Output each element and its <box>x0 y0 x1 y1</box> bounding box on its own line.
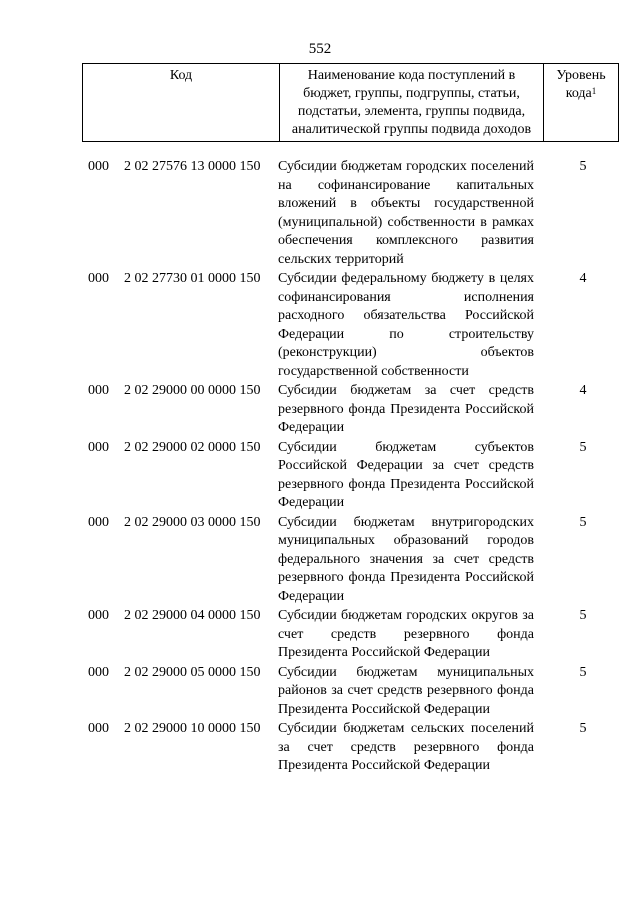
header-name <box>280 64 544 142</box>
cell-admin: 000 <box>88 383 109 398</box>
table-header <box>82 63 619 142</box>
table-row <box>82 664 618 720</box>
table-row <box>82 439 618 513</box>
cell-code: 2 02 29000 04 0000 150 <box>124 608 261 623</box>
cell-name: Субсидии бюджетам субъектов Российской Федерации за счет средств резервного фонда Президента Российской Федерации <box>278 439 534 510</box>
header-code-label: Код <box>169 68 193 83</box>
cell-level: 5 <box>579 514 587 530</box>
cell-code: 2 02 29000 10 0000 150 <box>124 721 261 736</box>
cell-level: 4 <box>579 271 587 286</box>
cell-level: 5 <box>579 664 587 680</box>
header-row <box>83 64 619 142</box>
cell-code: 2 02 29000 02 0000 150 <box>124 439 261 455</box>
cell-admin: 000 <box>88 514 109 530</box>
header-level-label: Уровень кода <box>556 68 606 101</box>
cell-name: Субсидии бюджетам городских округов за счет средств резервного фонда Президента Российской Федерации <box>278 608 534 660</box>
table-row <box>82 514 618 607</box>
cell-code: 2 02 27576 13 0000 150 <box>124 159 261 174</box>
header-name-label: Наименование кода поступлений в бюджет, группы, подгруппы, статьи, подстатьи, элемента, группы подвида, аналитической группы подвида доходов <box>291 68 532 137</box>
cell-name: Субсидии бюджетам внутригородских муниципальных образований городов федерального значения за счет средств резервного фонда Президента Российской Федерации <box>278 514 534 604</box>
cell-admin: 000 <box>88 271 109 286</box>
table-row <box>82 158 618 269</box>
cell-level: 5 <box>579 439 587 455</box>
table-row <box>82 270 618 381</box>
cell-admin: 000 <box>88 439 109 455</box>
cell-code: 2 02 29000 05 0000 150 <box>124 664 261 680</box>
header-level <box>544 64 619 142</box>
cell-code: 2 02 27730 01 0000 150 <box>124 271 261 286</box>
cell-code: 2 02 29000 03 0000 150 <box>124 514 261 530</box>
cell-name: Субсидии бюджетам городских поселений на софинансирование капитальных вложений в объекты государственной (муниципальной) собственности в рамках обеспечения комплексного развития сельских территорий <box>278 159 534 267</box>
table-body <box>82 158 618 777</box>
table-row <box>82 607 618 663</box>
cell-level: 5 <box>579 608 587 623</box>
cell-admin: 000 <box>88 608 109 623</box>
cell-admin: 000 <box>88 721 109 736</box>
cell-level: 5 <box>579 721 587 736</box>
header-code <box>83 64 280 142</box>
header-level-footnote: 1 <box>591 86 597 96</box>
cell-name: Субсидии бюджетам муниципальных районов за счет средств резервного фонда Президента Российской Федерации <box>278 664 534 717</box>
cell-name: Субсидии федеральному бюджету в целях софинансирования исполнения расходного обязательства Российской Федерации по строительству (реконструкции) объектов государственной собственности <box>278 271 534 379</box>
cell-name: Субсидии бюджетам за счет средств резервного фонда Президента Российской Федерации <box>278 383 534 435</box>
cell-level: 4 <box>579 383 587 398</box>
table-row <box>82 720 618 776</box>
cell-name: Субсидии бюджетам сельских поселений за счет средств резервного фонда Президента Российской Федерации <box>278 721 534 773</box>
page-number: 552 <box>308 41 332 57</box>
cell-code: 2 02 29000 00 0000 150 <box>124 383 261 398</box>
cell-admin: 000 <box>88 664 109 680</box>
cell-admin: 000 <box>88 159 109 174</box>
table-row <box>82 382 618 438</box>
cell-level: 5 <box>579 159 587 174</box>
